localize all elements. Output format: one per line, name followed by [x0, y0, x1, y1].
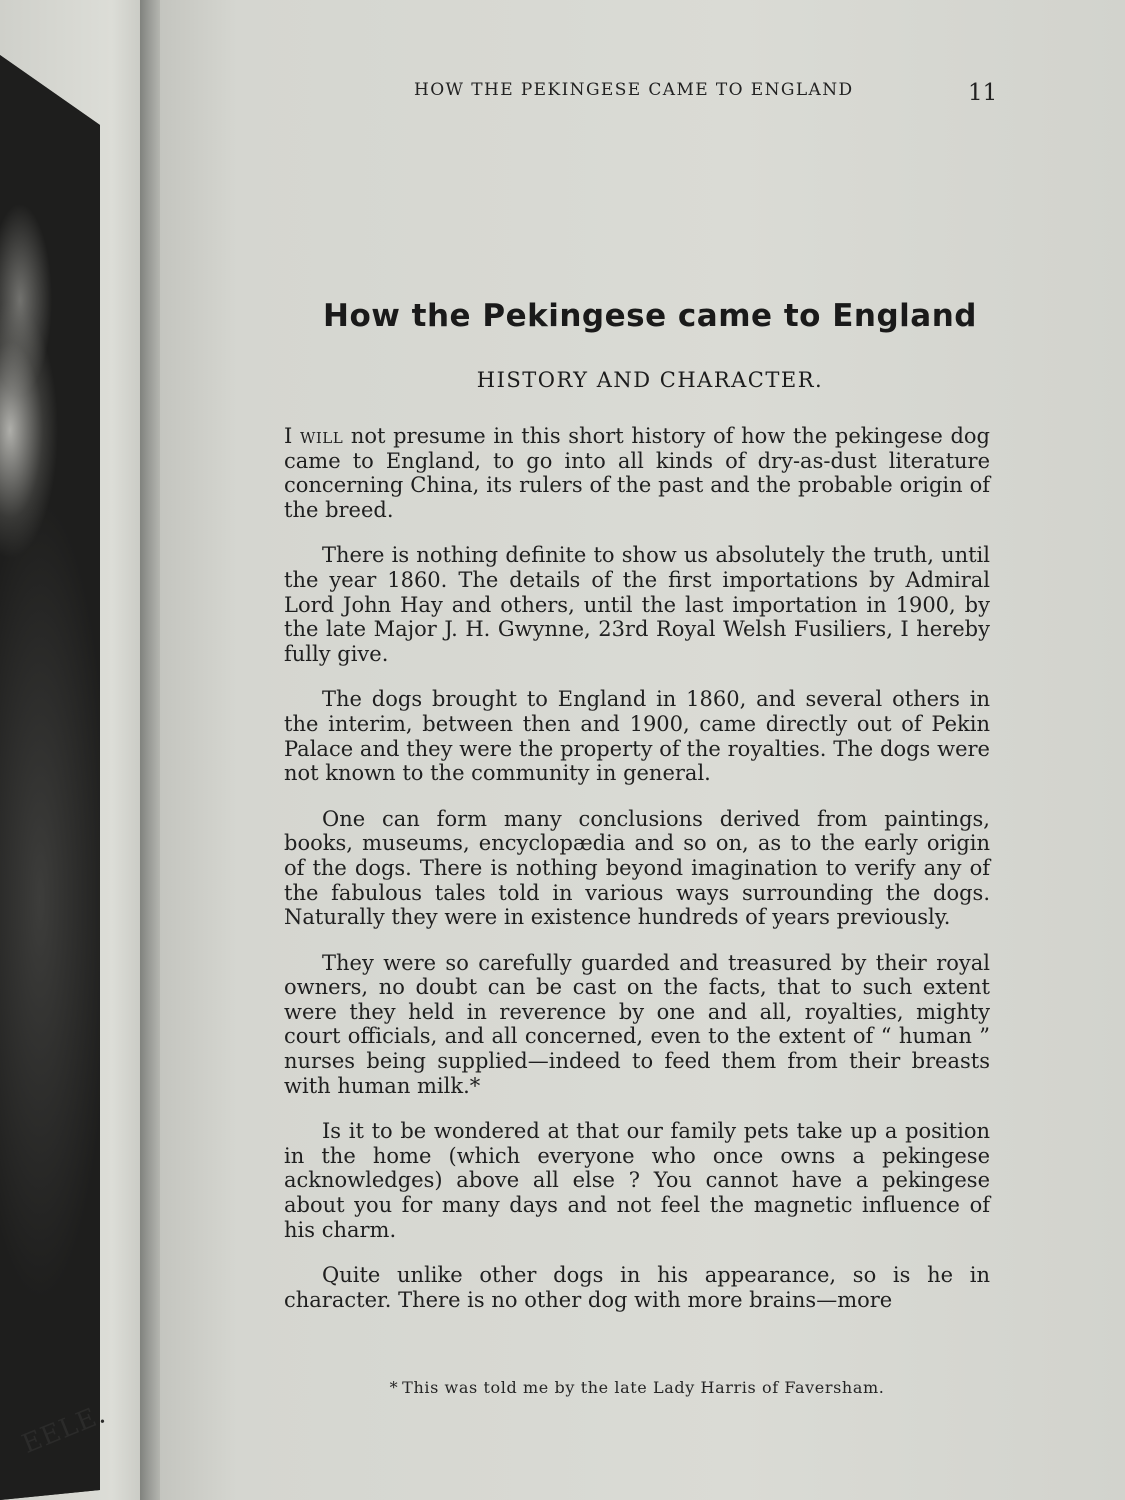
photograph-plate	[0, 0, 100, 1500]
footnote-mark: *	[389, 1378, 399, 1397]
footnote	[284, 1378, 990, 1397]
right-page	[160, 0, 1125, 1500]
paragraph-1	[284, 424, 990, 522]
paragraph-5: They were so carefully guarded and treasured by their royal owners, no doubt can be cast on the facts, that to such extent were they held in reverence by one and all, royalties, mighty court officials, and all concerned, even to the extent of “ human ” nurses being supplied—indeed to feed them from their breasts with human milk.*	[284, 950, 990, 1098]
paragraph-1-rest: not presume in this short history of how the pekingese dog came to England, to go into all kinds of dry-as-dust literature concerning China, its rulers of the past and the probable origin of the breed.	[284, 424, 990, 522]
chapter-title: How the Pekingese came to England	[323, 298, 977, 334]
footnote-text: This was told me by the late Lady Harris of Faversham.	[402, 1378, 885, 1397]
paragraph-3: The dogs brought to England in 1860, and several others in the interim, between then and 1900, came directly out of Pekin Palace and they were the property of the royalties. The dogs were not known to the community in general.	[284, 687, 990, 786]
page-number: 11	[968, 80, 998, 106]
plate-caption-fragment: EELE.	[18, 1399, 111, 1460]
chapter-subtitle: HISTORY AND CHARACTER.	[476, 368, 824, 392]
paragraph-6: Is it to be wondered at that our family pets take up a position in the home (which everyone who once owns a pekingese acknowledges) above all else ? You cannot have a pekingese about you for many days and not feel the magnetic influence of his charm.	[284, 1119, 990, 1242]
body-text	[284, 424, 990, 1333]
paragraph-4: One can form many conclusions derived from paintings, books, museums, encyclopædia and so on, as to the early origin of the dogs. There is nothing beyond imagination to verify any of the fabulous tales told in various ways surrounding the dogs. Naturally they were in existence hundreds of years previously.	[284, 806, 990, 930]
dropcap-lead: I	[284, 424, 293, 448]
left-facing-page	[0, 0, 160, 1500]
smallcaps-lead: will	[299, 424, 344, 448]
paragraph-2: There is nothing definite to show us absolutely the truth, until the year 1860. The details of the first importations by Admiral Lord John Hay and others, until the last importation in 1900, by the late Major J. H. Gwynne, 23rd Royal Welsh Fusiliers, I hereby fully give.	[284, 543, 990, 666]
running-head: HOW THE PEKINGESE CAME TO ENGLAND	[414, 80, 854, 100]
paragraph-7: Quite unlike other dogs in his appearance, so is he in character. There is no other dog with more brains—more	[284, 1263, 990, 1312]
